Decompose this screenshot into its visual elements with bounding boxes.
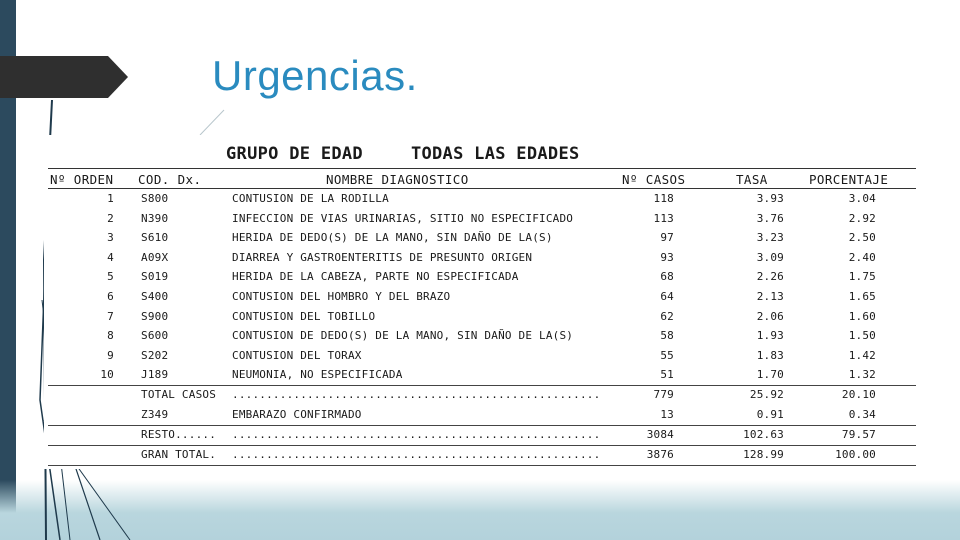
gran-total-label: GRAN TOTAL. (141, 448, 217, 461)
row-nombre: CONTUSION DE DEDO(S) DE LA MANO, SIN DAÑO DE LA(S) (232, 329, 574, 343)
total-casos-casos: 779 (653, 388, 674, 401)
col-head-porcentaje: PORCENTAJE (809, 172, 889, 187)
row-casos: 118 (653, 192, 674, 205)
col-head-tasa: TASA (736, 172, 768, 187)
table-row (44, 248, 932, 268)
row-pct: 1.50 (848, 329, 876, 343)
row-casos: 58 (660, 329, 674, 343)
resto-label: RESTO...... (141, 428, 217, 441)
resto-pct: 79.57 (841, 428, 876, 441)
group-label: GRUPO DE EDAD (226, 144, 363, 164)
total-casos-row (44, 385, 932, 405)
row-pct: 1.65 (848, 290, 876, 303)
row-pct: 2.40 (848, 250, 876, 264)
row-casos: 62 (660, 309, 674, 323)
col-head-orden: Nº ORDEN (50, 172, 114, 187)
table-row (44, 287, 932, 307)
row-orden: 7 (107, 309, 114, 323)
row-tasa: 3.93 (756, 192, 784, 205)
total-casos-tasa: 25.92 (749, 388, 784, 401)
group-value: TODAS LAS EDADES (410, 144, 580, 164)
row-orden: 2 (107, 211, 114, 225)
table-row (44, 228, 932, 248)
gran-total-row (44, 445, 932, 465)
row-orden: 1 (107, 192, 114, 205)
title-tab-shape (0, 56, 128, 98)
header-top-line (48, 168, 916, 169)
table-row (44, 326, 932, 346)
row-casos: 113 (653, 211, 674, 225)
col-head-casos: Nº CASOS (622, 172, 686, 187)
row-pct: 3.04 (848, 192, 876, 205)
table-row (44, 307, 932, 327)
row-cod: S800 (141, 192, 169, 205)
row-tasa: 1.70 (756, 368, 784, 382)
row-nombre: CONTUSION DEL TOBILLO (232, 309, 376, 323)
slide-title: Urgencias. (212, 52, 418, 99)
row-orden: 6 (107, 290, 114, 303)
gran-total-tasa: 128.99 (743, 448, 784, 461)
row-tasa: 3.76 (756, 211, 784, 225)
row-tasa: 2.26 (756, 270, 784, 284)
row-cod: S900 (141, 309, 169, 323)
table-row (44, 189, 932, 209)
z349-pct: 0.34 (848, 407, 876, 421)
table-row (44, 267, 932, 287)
z349-cod: Z349 (141, 407, 169, 421)
table-row (44, 209, 932, 229)
row-nombre: DIARREA Y GASTROENTERITIS DE PRESUNTO ORIGEN (232, 250, 533, 264)
row-orden: 3 (107, 231, 114, 245)
row-casos: 55 (660, 348, 674, 362)
row-cod: J189 (141, 368, 169, 382)
row-tasa: 1.83 (756, 348, 784, 362)
row-nombre: HERIDA DE DEDO(S) DE LA MANO, SIN DAÑO DE LA(S) (232, 231, 553, 245)
row-tasa: 3.23 (756, 231, 784, 245)
row-orden: 9 (107, 348, 114, 362)
row-casos: 68 (660, 270, 674, 284)
resto-dots: ...................................................... (232, 428, 601, 441)
row-pct: 1.42 (848, 348, 876, 362)
row-casos: 51 (660, 368, 674, 382)
row-nombre: INFECCION DE VIAS URINARIAS, SITIO NO ESPECIFICADO (232, 211, 574, 225)
row-pct: 2.50 (848, 231, 876, 245)
row-cod: S600 (141, 329, 169, 343)
table-row (44, 365, 932, 385)
row-orden: 5 (107, 270, 114, 284)
total-casos-label: TOTAL CASOS (141, 388, 217, 401)
gran-total-dots: ...................................................... (232, 448, 601, 461)
row-pct: 1.60 (848, 309, 876, 323)
col-head-nombre: NOMBRE DIAGNOSTICO (326, 172, 469, 187)
total-casos-dots: ...................................................... (232, 388, 601, 401)
row-orden: 4 (107, 250, 114, 264)
divider-bottom (48, 465, 916, 466)
table-row (44, 346, 932, 366)
row-casos: 93 (660, 250, 674, 264)
row-nombre: NEUMONIA, NO ESPECIFICADA (232, 368, 403, 382)
row-orden: 8 (107, 329, 114, 343)
row-tasa: 1.93 (756, 329, 784, 343)
row-casos: 64 (660, 290, 674, 303)
row-pct: 1.75 (848, 270, 876, 284)
z349-casos: 13 (660, 407, 674, 421)
gran-total-casos: 3876 (646, 448, 674, 461)
row-nombre: HERIDA DE LA CABEZA, PARTE NO ESPECIFICADA (232, 270, 519, 284)
total-casos-pct: 20.10 (841, 388, 876, 401)
resto-row (44, 425, 932, 445)
row-cod: S400 (141, 290, 169, 303)
row-tasa: 2.06 (756, 309, 784, 323)
resto-tasa: 102.63 (743, 428, 784, 441)
row-cod: A09X (141, 250, 169, 264)
row-pct: 2.92 (848, 211, 876, 225)
z349-row (44, 405, 932, 425)
row-cod: S202 (141, 348, 169, 362)
report-table (44, 135, 932, 469)
row-cod: N390 (141, 211, 169, 225)
row-nombre: CONTUSION DEL TORAX (232, 348, 362, 362)
row-cod: S019 (141, 270, 169, 284)
row-tasa: 3.09 (756, 250, 784, 264)
row-orden: 10 (100, 368, 114, 382)
z349-nombre: EMBARAZO CONFIRMADO (232, 407, 362, 421)
row-casos: 97 (660, 231, 674, 245)
group-header (226, 144, 580, 164)
row-nombre: CONTUSION DEL HOMBRO Y DEL BRAZO (232, 290, 451, 303)
gran-total-pct: 100.00 (835, 448, 876, 461)
resto-casos: 3084 (646, 428, 674, 441)
row-tasa: 2.13 (756, 290, 784, 303)
z349-tasa: 0.91 (756, 407, 784, 421)
row-cod: S610 (141, 231, 169, 245)
row-pct: 1.32 (848, 368, 876, 382)
row-nombre: CONTUSION DE LA RODILLA (232, 192, 389, 205)
col-head-cod: COD. Dx. (138, 172, 202, 187)
